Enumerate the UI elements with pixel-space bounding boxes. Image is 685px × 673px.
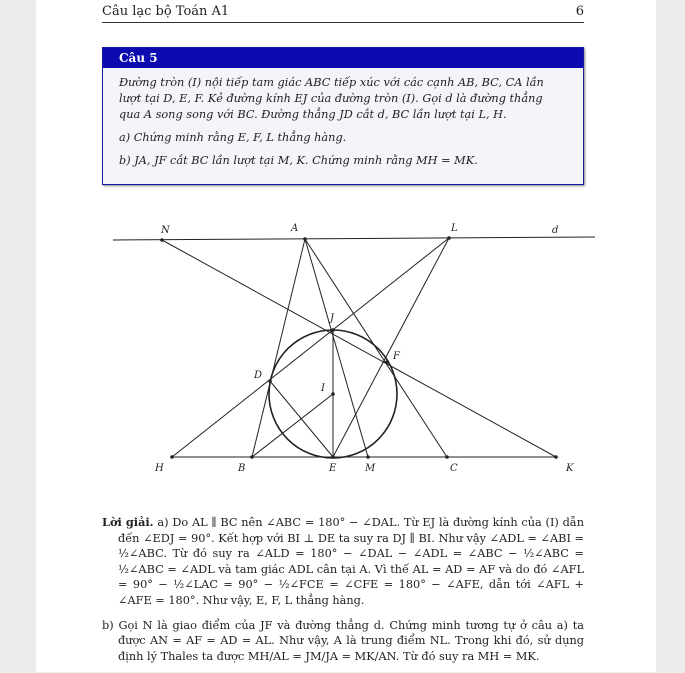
point-j — [331, 328, 335, 332]
solution-part-b: b) Gọi N là giao điểm của JF và đường thẳng d. Chứng minh tương tự ở câu a) ta được AN = AF = AD = AL. Như vậy, A là trung điểm NL. Trong khi đó, sử dụng định lý Thales ta được MH/AL = JM/JA = MK/AN. Từ đó suy ra MH = MK. — [102, 618, 584, 663]
point-k — [554, 455, 558, 459]
segment-le — [333, 238, 449, 457]
label-k: K — [566, 463, 574, 474]
label-i: I — [321, 383, 325, 394]
solution-part-a: a) Do AL ∥ BC nên ∠ABC = 180° − ∠DAL. Từ EJ là đường kính của (I) dẫn đến ∠EDJ = 90°. Kết hợp với BI ⊥ DE ta suy ra DJ ∥ BI. Như vậy ∠ADL = ∠ABI = ½∠ABC. Từ đó suy ra ∠ALD = 180° − ∠DAL − ∠ADL = ∠ABC − ½∠ABC = ½∠ABC = ∠ADL và tam giác ADL cân tại A. Vì thế AL = AD = AF và do đó ∠AFL = 90° − ½∠LAC = 90° − ½∠FCE = ∠CFE = 180° − ∠AFE, dẫn tới ∠AFL + ∠AFE = 180°. Như vậy, E, F, L thẳng hàng. — [118, 516, 585, 607]
label-h: H — [155, 463, 164, 474]
label-j: J — [330, 313, 335, 324]
label-b: B — [238, 463, 246, 474]
label-n: N — [161, 225, 170, 236]
header-title: Câu lạc bộ Toán A1 — [102, 4, 230, 19]
point-e — [331, 455, 335, 459]
segment-bi — [252, 394, 333, 457]
label-a: A — [291, 223, 299, 234]
line-d — [113, 237, 595, 240]
point-c — [445, 455, 449, 459]
segment-hl — [172, 238, 449, 457]
label-d: d — [552, 225, 559, 236]
label-e: E — [329, 463, 337, 474]
label-m: M — [365, 463, 376, 474]
point-l — [447, 236, 451, 240]
point-a — [303, 237, 307, 241]
point-b — [250, 455, 254, 459]
problem-part-b: b) JA, JF cắt BC lần lượt tại M, K. Chứng minh rằng MH = MK. — [119, 154, 478, 167]
point-i — [331, 392, 335, 396]
point-n — [160, 238, 164, 242]
point-d — [268, 379, 272, 383]
problem-statement: Đường tròn (I) nội tiếp tam giác ABC tiếp xúc với các cạnh AB, BC, CA lần lượt tại D, E, F. Kẻ đường kính EJ của đường tròn (I). Gọi d là đường thẳng qua A song song với BC. Đường thẳng JD cắt d, BC lần lượt tại L, H. — [119, 76, 544, 121]
label-l: L — [451, 223, 458, 234]
problem-title: Câu 5 — [103, 48, 583, 68]
page-number: 6 — [575, 4, 584, 19]
point-f — [385, 360, 389, 364]
label-f: F — [393, 351, 400, 362]
point-m — [366, 455, 370, 459]
solution — [102, 515, 584, 673]
point-h — [170, 455, 174, 459]
label-c: C — [450, 463, 458, 474]
segment-ab — [252, 239, 305, 457]
segment-ac — [305, 239, 447, 457]
problem-part-a: a) Chứng minh rằng E, F, L thẳng hàng. — [119, 131, 347, 144]
solution-heading: Lời giải. — [102, 515, 154, 529]
label-d-point: D — [254, 370, 263, 381]
